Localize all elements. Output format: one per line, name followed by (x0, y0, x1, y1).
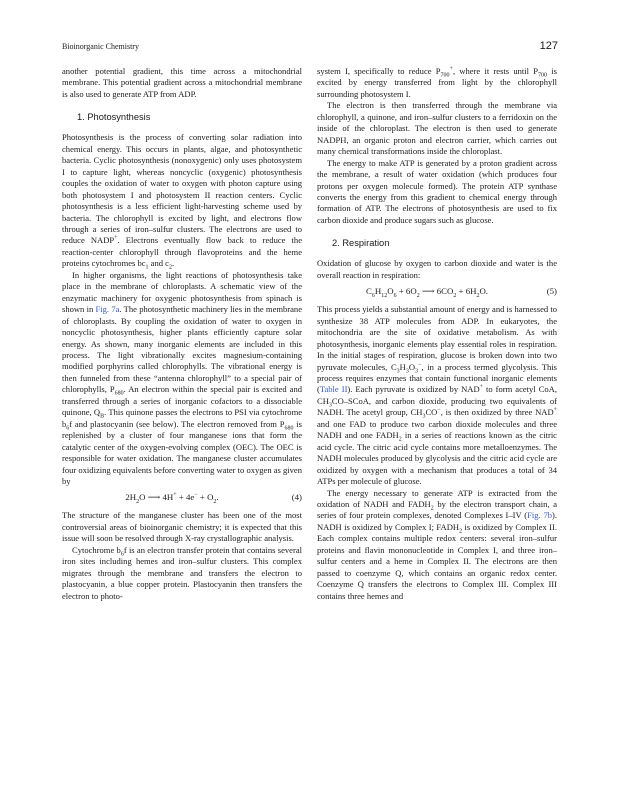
left-column (62, 66, 302, 602)
equation-number: (5) (546, 286, 557, 297)
equation-5: $C_6H_{12}O_6 + 6O_2$ ⟶ $6CO_2 + 6H_2O$. (5) (365, 286, 557, 299)
equation-number: (4) (291, 492, 302, 503)
paragraph-respiration-intro: Oxidation of glucose by oxygen to carbon dioxide and water is the overall reaction in respiration: (317, 258, 557, 280)
page-number: 127 (539, 40, 558, 52)
paragraph-intro: another potential gradient, this time across a mitochondrial membrane. This potential gradient across a mitochondrial membrane is also used to generate ATP from ADP. (62, 66, 302, 99)
right-column (317, 66, 557, 602)
paragraph-photosynthesis-2: In higher organisms, the light reactions of photosynthesis take place in the membrane of chloroplasts. A schematic view of the enzymatic machinery for oxygenic photosynthesis from spinach is shown in Fig. 7a. The photosynthetic machinery lies in the membrane of chloroplasts. By coupling the oxidation of water to oxygen in noncyclic photosynthesis, higher plants efficiently capture solar energy. As shown, many inorganic elements are included in this process. The light vibrationally excites magnesium-containing modified porphyrins called chlorophylls. The vibrational energy is then funneled from these “antenna chlorophyll” to a special pair of chlorophylls, $P_{680}$. An electron within the special pair is excited and transferred through a series of inorganic cofactors to a dissociable quinone, $Q_B$. This quinone passes the electrons to PSI via cytochrome $b_6f$ and plastocyanin (see below). The electron removed from $P_{680}$ is replenished by a cluster of four manganese ions that form the catalytic center of the oxygen-evolving complex (OEC). The OEC is responsible for water oxidation. The manganese cluster accumulates four oxidizing equivalents before converting water to oxygen as given by (62, 269, 303, 486)
section-heading-photosynthesis: 1. Photosynthesis (77, 112, 151, 123)
equation-4: $2H_2O$ ⟶ $4H^+ + 4e^- + O_2$. (4) (125, 492, 302, 506)
paragraph-respiration-process: This process yields a substantial amount of energy and is harnessed to synthesize 38 ATP molecules from ADP. In eukaryotes, the mitochondria are the site of oxidative metabolism. As with photosynthesis, inorganic elements play essential roles in respiration. In the initial stages of respiration, glucose is broken down into two pyruvate molecules, $C_3H_3O_3^-$, in a process termed glycolysis. This process requires enzymes that contain functional inorganic elements (Table II). Each pyruvate is oxidized by NAD+ to form acetyl CoA, $CH_3CO$–SCoA, and carbon dioxide, producing two equivalents of NADH. The acetyl group, $CH_3CO^-$, is then oxidized by three NAD+ and one FAD to produce two carbon dioxide molecules and three NADH and one $FADH_2$ in a series of reactions known as the citric acid cycle. The citric acid cycle contains more metalloenzymes. The NADH molecules produced by glycolysis and the citric acid cycle are oxidized by oxygen with a mechanism that produces a total of 34 ATPs per molecule of glucose. (317, 304, 558, 487)
paragraph-photosystem-continued: system I, specifically to reduce $P_{700}^+$, where it rests until $P_{700}$ is excited by energy transferred from light by the chlorophyll surrounding photosystem I. (317, 66, 557, 99)
paragraph-atp-energy: The energy to make ATP is generated by a proton gradient across the membrane, a result of water oxidation (which produces four protons per oxygen molecule formed). The protein ATP synthase converts the energy from this gradient to chemical energy through formation of ATP. The electrons of photosynthesis are used to fix carbon dioxide and produce sugars such as glucose. (317, 157, 557, 225)
running-head (62, 42, 558, 54)
journal-title: Bioinorganic Chemistry (62, 42, 139, 51)
paragraph-manganese: The structure of the manganese cluster has been one of the most controversial areas of bioinorganic chemistry; it is expected that this issue will soon be resolved through X-ray crystallographic analysis. (62, 510, 302, 544)
section-heading-respiration: 2. Respiration (332, 238, 390, 249)
paragraph-electron-transfer: The electron is then transferred through the membrane via chlorophyll, a quinone, and iron–sulfur clusters to a ferridoxin on the inside of the chloroplast. The electron is then used to generate NADPH, an organic proton and electron carrier, which carries out many chemical transformations inside the chloroplast. (317, 100, 557, 157)
paragraph-electron-transport: The energy necessary to generate ATP is extracted from the oxidation of NADH and $FADH_2$ by the electron transport chain, a series of four protein complexes, denoted Complexes I–IV (Fig. 7b). NADH is oxidized by Complex I; $FADH_2$ is oxidized by Complex II. Each complex contains multiple redox centers: several iron–sulfur proteins and flavin mononucleotide in Complex I, and three iron–sulfur centers and a heme in Complex II. The electrons are then passed to coenzyme Q, which contains an organic redox center. Coenzyme Q transfers the electrons to Complex III. Complex III contains three hemes and (317, 487, 558, 601)
figure-7a-link[interactable]: Fig. 7a (95, 304, 120, 315)
table-2-link[interactable]: Table II (319, 384, 348, 395)
paragraph-photosynthesis-1: Photosynthesis is the process of converting solar radiation into chemical energy. This occurs in plants, algae, and photosynthetic bacteria. Cyclic photosynthesis (nonoxygenic) only uses photosystem I to capture light, whereas noncyclic (oxygenic) photosynthesis couples the oxidation of water to oxygen with photon capture using both photosystem I and photosystem II reaction centers. Cyclic photosynthesis is a less efficient light-harvesting scheme used by bacteria. The chlorophyll is excited by light, and electrons flow through a series of iron–sulfur clusters. The electrons are used to reduce NADP+. Electrons eventually flow back to reduce the reaction-center chlorophyll through flavoproteins and the heme proteins cytochromes $bc_1$ and $c_2$. (62, 132, 302, 272)
figure-7b-link[interactable]: Fig. 7b (527, 510, 553, 521)
paragraph-cytochrome: Cytochrome $b_6f$ is an electron transfer protein that contains several iron sites including hemes and iron–sulfur clusters. This complex migrates through the membrane and transfers the electron to plastocyanin, a blue copper protein. Plastocyanin then transfers the electron to photo- (62, 544, 302, 601)
